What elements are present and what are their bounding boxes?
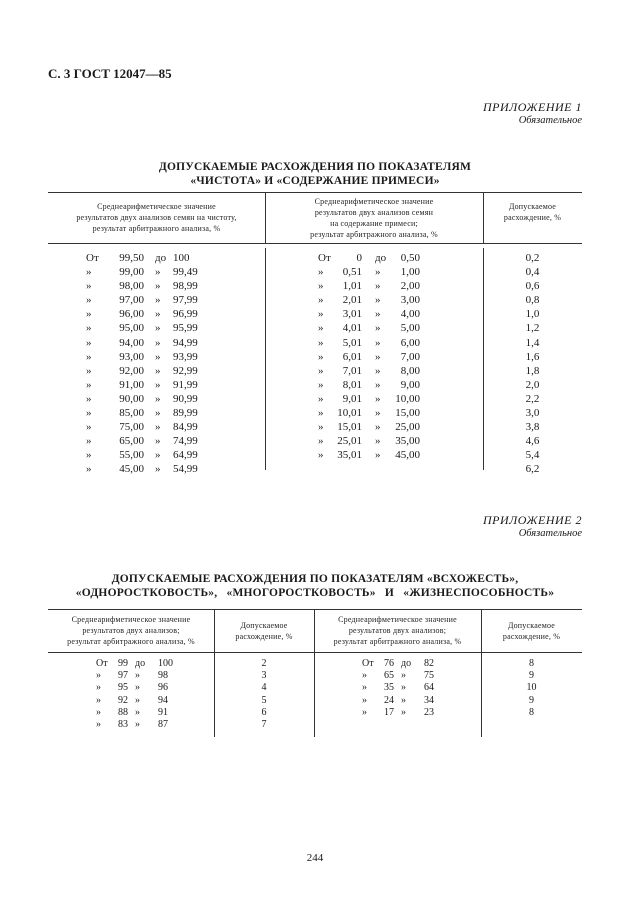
table1-row bbox=[48, 462, 582, 476]
range-to: 84,99 bbox=[173, 421, 198, 434]
range-prefix: » bbox=[86, 350, 92, 363]
range-sep: » bbox=[155, 392, 161, 405]
range-from: 24 bbox=[384, 694, 394, 706]
range-from: 76 bbox=[384, 658, 394, 669]
range-from: 88 bbox=[118, 706, 128, 718]
range-to: 5,00 bbox=[400, 322, 420, 335]
range-sep: » bbox=[155, 435, 161, 448]
range-from: 90,00 bbox=[119, 392, 144, 405]
page-number: 244 bbox=[306, 852, 324, 864]
range-to: 6,00 bbox=[400, 336, 420, 349]
table2-row bbox=[48, 682, 314, 694]
range-sep: » bbox=[155, 463, 161, 476]
range-to: 90,99 bbox=[173, 392, 198, 405]
range-sep: » bbox=[375, 435, 381, 448]
range-sep: » bbox=[375, 336, 381, 349]
table1-col2-header: Среднеарифметическое значение результатов двух анализов семян на содержание примеси; результат арбитражного анализа, % bbox=[310, 197, 438, 239]
tolerance-value: 8 bbox=[529, 658, 534, 669]
range-prefix: » bbox=[318, 266, 324, 279]
range-to: 92,99 bbox=[173, 364, 198, 377]
range-from: 7,01 bbox=[342, 364, 362, 377]
table2-left-body bbox=[48, 658, 314, 731]
range-to: 64 bbox=[424, 682, 434, 694]
range-from: 9,01 bbox=[342, 392, 362, 405]
range-to: 93,99 bbox=[173, 350, 198, 363]
appendix2-status: Обязательное bbox=[518, 528, 582, 539]
range-from: 94,00 bbox=[119, 336, 144, 349]
range-to: 0,50 bbox=[400, 252, 420, 264]
range-from: 10,01 bbox=[337, 407, 362, 420]
page-header: С. 3 ГОСТ 12047—85 bbox=[48, 66, 172, 81]
range-to: 54,99 bbox=[173, 463, 198, 476]
range-sep: » bbox=[135, 682, 140, 694]
table1-body bbox=[48, 251, 582, 477]
tolerance-value: 4 bbox=[261, 682, 267, 694]
range-from: 35 bbox=[384, 682, 394, 694]
range-sep: » bbox=[401, 682, 406, 694]
range-from: 0,51 bbox=[342, 266, 362, 279]
appendix2-label: ПРИЛОЖЕНИЕ 2 bbox=[483, 513, 582, 527]
range-to: 95,99 bbox=[173, 322, 198, 335]
table1-row bbox=[48, 350, 582, 364]
range-to: 35,00 bbox=[395, 435, 420, 448]
range-prefix: » bbox=[318, 378, 324, 391]
range-from: 1,01 bbox=[342, 280, 362, 293]
range-to: 89,99 bbox=[173, 407, 198, 420]
range-prefix: » bbox=[362, 670, 367, 682]
table2 bbox=[48, 609, 582, 739]
range-sep: » bbox=[375, 378, 381, 391]
range-sep: » bbox=[135, 694, 140, 706]
table2-row bbox=[314, 695, 582, 707]
tolerance-value: 2,0 bbox=[525, 378, 540, 391]
range-to: 3,00 bbox=[400, 294, 420, 307]
table2-col1-header: Среднеарифметическое значение результатов двух анализов; результат арбитражного анализа, % bbox=[67, 615, 195, 646]
range-from: 93,00 bbox=[119, 350, 144, 363]
range-from: 65,00 bbox=[119, 435, 144, 448]
range-to: 75 bbox=[424, 670, 434, 682]
range-sep: » bbox=[155, 407, 161, 420]
range-from: 96,00 bbox=[119, 308, 144, 321]
range-prefix: » bbox=[362, 682, 367, 694]
range-to: 8,00 bbox=[400, 364, 420, 377]
range-from: 8,01 bbox=[342, 378, 362, 391]
table2-row bbox=[48, 695, 314, 707]
range-prefix: » bbox=[318, 308, 324, 321]
appendix1-label: ПРИЛОЖЕНИЕ 1 bbox=[483, 100, 582, 114]
tolerance-value: 0,2 bbox=[525, 252, 540, 264]
range-from: 99 bbox=[118, 658, 128, 669]
range-from: 85,00 bbox=[119, 407, 144, 420]
range-to: 97,99 bbox=[173, 294, 198, 307]
range-prefix: » bbox=[86, 322, 92, 335]
table2-row bbox=[48, 670, 314, 682]
table2-col3-header: Среднеарифметическое значение результатов двух анализов; результат арбитражного анализа, % bbox=[333, 615, 462, 646]
tolerance-value: 5,4 bbox=[525, 449, 540, 462]
range-prefix: » bbox=[96, 670, 101, 682]
range-prefix: » bbox=[86, 266, 92, 279]
tolerance-value: 10 bbox=[526, 682, 537, 694]
range-from: 6,01 bbox=[342, 350, 362, 363]
range-from: 99,50 bbox=[119, 252, 144, 264]
table1-row bbox=[48, 265, 582, 279]
table1-row bbox=[48, 364, 582, 378]
tolerance-value: 8 bbox=[529, 706, 534, 718]
table1 bbox=[48, 192, 582, 476]
appendix2-title-line2: «ОДНОРОСТКОВОСТЬ», «МНОГОРОСТКОВОСТЬ» И «ЖИЗНЕСПОСОБНОСТЬ» bbox=[75, 587, 555, 599]
range-from: 25,01 bbox=[337, 435, 362, 448]
range-to: 1,00 bbox=[400, 266, 420, 279]
tolerance-value: 2 bbox=[261, 658, 267, 669]
range-sep: » bbox=[375, 392, 381, 405]
range-from: 15,01 bbox=[337, 421, 362, 434]
range-sep: до bbox=[135, 658, 146, 669]
range-from: 65 bbox=[384, 670, 394, 682]
table1-col1-header: Среднеарифметическое значение результатов двух анализов семян на чистоту, результат арбитражного анализа, % bbox=[76, 202, 237, 233]
range-prefix: » bbox=[318, 364, 324, 377]
range-prefix: » bbox=[318, 294, 324, 307]
tolerance-value: 9 bbox=[529, 694, 534, 706]
range-sep: » bbox=[401, 670, 406, 682]
tolerance-value: 0,4 bbox=[525, 266, 540, 279]
range-sep: » bbox=[155, 350, 161, 363]
range-from: 95,00 bbox=[119, 322, 144, 335]
range-sep: » bbox=[375, 449, 381, 462]
tolerance-value: 7 bbox=[261, 718, 267, 730]
range-to: 87 bbox=[158, 718, 168, 730]
range-sep: » bbox=[155, 421, 161, 434]
range-to: 15,00 bbox=[395, 407, 420, 420]
range-prefix: » bbox=[96, 694, 101, 706]
range-prefix: » bbox=[96, 682, 101, 694]
range-sep: » bbox=[375, 308, 381, 321]
tolerance-value: 3,0 bbox=[525, 407, 540, 420]
range-to: 99,49 bbox=[173, 266, 198, 279]
range-sep: » bbox=[155, 308, 161, 321]
range-to: 2,00 bbox=[400, 280, 420, 293]
table2-row bbox=[314, 658, 582, 670]
range-to: 34 bbox=[424, 694, 434, 706]
range-to: 7,00 bbox=[400, 350, 420, 363]
table1-row bbox=[48, 251, 582, 265]
range-sep: » bbox=[155, 449, 161, 462]
tolerance-value: 1,8 bbox=[525, 364, 540, 377]
range-to: 74,99 bbox=[173, 435, 198, 448]
table2-row bbox=[48, 707, 314, 719]
tolerance-value: 1,6 bbox=[525, 350, 540, 363]
tolerance-value: 1,0 bbox=[525, 308, 540, 321]
range-prefix: » bbox=[86, 280, 92, 293]
appendix1-status: Обязательное bbox=[518, 115, 582, 126]
table1-row bbox=[48, 321, 582, 335]
range-to: 64,99 bbox=[173, 449, 198, 462]
range-prefix: » bbox=[86, 294, 92, 307]
range-prefix: » bbox=[86, 407, 92, 420]
range-sep: » bbox=[155, 322, 161, 335]
range-prefix: » bbox=[86, 336, 92, 349]
range-to: 100 bbox=[158, 658, 173, 669]
range-from: 92,00 bbox=[119, 364, 144, 377]
range-prefix: » bbox=[318, 322, 324, 335]
table2-right-body bbox=[314, 658, 582, 719]
table1-row bbox=[48, 448, 582, 462]
appendix2-title-line1: ДОПУСКАЕМЫЕ РАСХОЖДЕНИЯ ПО ПОКАЗАТЕЛЯМ «ВСХОЖЕСТЬ», bbox=[111, 573, 519, 585]
table2-col4-header: Допускаемое расхождение, % bbox=[502, 621, 561, 641]
range-from: 4,01 bbox=[342, 322, 362, 335]
range-sep: » bbox=[135, 718, 140, 730]
tolerance-value: 3 bbox=[261, 670, 267, 682]
range-sep: » bbox=[375, 407, 381, 420]
range-sep: » bbox=[375, 364, 381, 377]
tolerance-value: 6 bbox=[261, 706, 267, 718]
tolerance-value: 2,2 bbox=[525, 392, 540, 405]
appendix1-title bbox=[0, 160, 630, 188]
table1-row bbox=[48, 434, 582, 448]
range-prefix: » bbox=[362, 694, 367, 706]
range-to: 82 bbox=[424, 658, 434, 669]
range-to: 25,00 bbox=[395, 421, 420, 434]
tolerance-value: 1,4 bbox=[525, 336, 540, 349]
range-prefix: » bbox=[318, 350, 324, 363]
range-to: 91,99 bbox=[173, 378, 198, 391]
range-prefix: » bbox=[86, 378, 92, 391]
range-prefix: » bbox=[96, 718, 101, 730]
range-sep: » bbox=[155, 280, 161, 293]
range-prefix: » bbox=[362, 706, 367, 718]
range-prefix: » bbox=[86, 421, 92, 434]
appendix1-label-block bbox=[483, 100, 582, 126]
range-prefix: » bbox=[86, 364, 92, 377]
range-sep: до bbox=[401, 658, 412, 669]
range-from: 92 bbox=[118, 694, 128, 706]
range-from: 17 bbox=[384, 706, 394, 718]
range-from: 97 bbox=[118, 670, 128, 682]
range-sep: » bbox=[155, 294, 161, 307]
tolerance-value: 0,8 bbox=[525, 294, 540, 307]
range-to: 91 bbox=[158, 706, 168, 718]
table1-row bbox=[48, 279, 582, 293]
table1-row bbox=[48, 307, 582, 321]
range-from: 55,00 bbox=[119, 449, 144, 462]
tolerance-value: 4,6 bbox=[525, 435, 540, 448]
range-to: 96 bbox=[158, 682, 168, 694]
table2-row bbox=[314, 682, 582, 694]
table2-row bbox=[48, 719, 314, 731]
appendix1-title-line2: «ЧИСТОТА» И «СОДЕРЖАНИЕ ПРИМЕСИ» bbox=[190, 175, 440, 187]
range-sep: » bbox=[375, 350, 381, 363]
tolerance-value: 5 bbox=[261, 694, 267, 706]
range-prefix: От bbox=[86, 252, 99, 264]
range-from: 75,00 bbox=[119, 421, 144, 434]
range-prefix: От bbox=[362, 658, 374, 669]
table2-row bbox=[314, 707, 582, 719]
table1-row bbox=[48, 392, 582, 406]
range-sep: » bbox=[375, 266, 381, 279]
range-prefix: От bbox=[96, 658, 108, 669]
range-sep: » bbox=[401, 706, 406, 718]
range-sep: » bbox=[375, 322, 381, 335]
range-sep: » bbox=[135, 706, 140, 718]
table1-col3-header: Допускаемое расхождение, % bbox=[503, 202, 562, 222]
range-from: 45,00 bbox=[119, 463, 144, 476]
range-to: 23 bbox=[424, 706, 434, 718]
table2-row bbox=[48, 658, 314, 670]
range-prefix: » bbox=[86, 463, 92, 476]
tolerance-value: 9 bbox=[529, 670, 534, 682]
range-from: 97,00 bbox=[119, 294, 144, 307]
table1-row bbox=[48, 378, 582, 392]
range-to: 45,00 bbox=[395, 449, 420, 462]
range-from: 95 bbox=[118, 682, 128, 694]
range-prefix: » bbox=[318, 336, 324, 349]
range-from: 35,01 bbox=[337, 449, 362, 462]
tolerance-value: 1,2 bbox=[525, 322, 540, 335]
range-prefix: От bbox=[318, 252, 331, 264]
range-from: 83 bbox=[118, 718, 128, 730]
range-to: 9,00 bbox=[400, 378, 420, 391]
range-sep: » bbox=[155, 364, 161, 377]
range-prefix: » bbox=[318, 449, 324, 462]
range-to: 98,99 bbox=[173, 280, 198, 293]
tolerance-value: 6,2 bbox=[525, 463, 540, 476]
table2-col2-header: Допускаемое расхождение, % bbox=[235, 621, 293, 641]
appendix2-label-block bbox=[483, 513, 582, 539]
range-sep: до bbox=[375, 252, 387, 264]
range-to: 94,99 bbox=[173, 336, 198, 349]
range-prefix: » bbox=[96, 706, 101, 718]
range-sep: » bbox=[135, 670, 140, 682]
range-sep: » bbox=[155, 266, 161, 279]
range-sep: » bbox=[375, 294, 381, 307]
range-to: 10,00 bbox=[395, 392, 420, 405]
range-prefix: » bbox=[86, 392, 92, 405]
range-to: 96,99 bbox=[173, 308, 198, 321]
tolerance-value: 3,8 bbox=[525, 421, 540, 434]
appendix2-title bbox=[0, 572, 630, 600]
range-prefix: » bbox=[86, 435, 92, 448]
range-prefix: » bbox=[318, 421, 324, 434]
range-from: 3,01 bbox=[342, 308, 362, 321]
range-from: 2,01 bbox=[342, 294, 362, 307]
range-from: 99,00 bbox=[119, 266, 144, 279]
range-sep: » bbox=[155, 336, 161, 349]
table1-row bbox=[48, 420, 582, 434]
range-to: 4,00 bbox=[400, 308, 420, 321]
appendix1-title-line1: ДОПУСКАЕМЫЕ РАСХОЖДЕНИЯ ПО ПОКАЗАТЕЛЯМ bbox=[158, 161, 472, 173]
range-prefix: » bbox=[86, 449, 92, 462]
range-sep: » bbox=[401, 694, 406, 706]
range-prefix: » bbox=[318, 435, 324, 448]
range-to: 94 bbox=[158, 694, 168, 706]
range-prefix: » bbox=[318, 392, 324, 405]
tolerance-value: 0,6 bbox=[525, 280, 540, 293]
range-sep: » bbox=[375, 421, 381, 434]
table2-row bbox=[314, 670, 582, 682]
range-prefix: » bbox=[318, 407, 324, 420]
range-sep: до bbox=[155, 252, 167, 264]
range-prefix: » bbox=[318, 280, 324, 293]
range-to: 100 bbox=[173, 252, 190, 264]
table1-row bbox=[48, 336, 582, 350]
range-from: 91,00 bbox=[119, 378, 144, 391]
range-sep: » bbox=[375, 280, 381, 293]
range-to: 98 bbox=[158, 670, 168, 682]
range-prefix: » bbox=[86, 308, 92, 321]
range-sep: » bbox=[155, 378, 161, 391]
table1-row bbox=[48, 406, 582, 420]
range-from: 5,01 bbox=[342, 336, 362, 349]
range-from: 0 bbox=[356, 252, 362, 264]
table1-row bbox=[48, 293, 582, 307]
range-from: 98,00 bbox=[119, 280, 144, 293]
